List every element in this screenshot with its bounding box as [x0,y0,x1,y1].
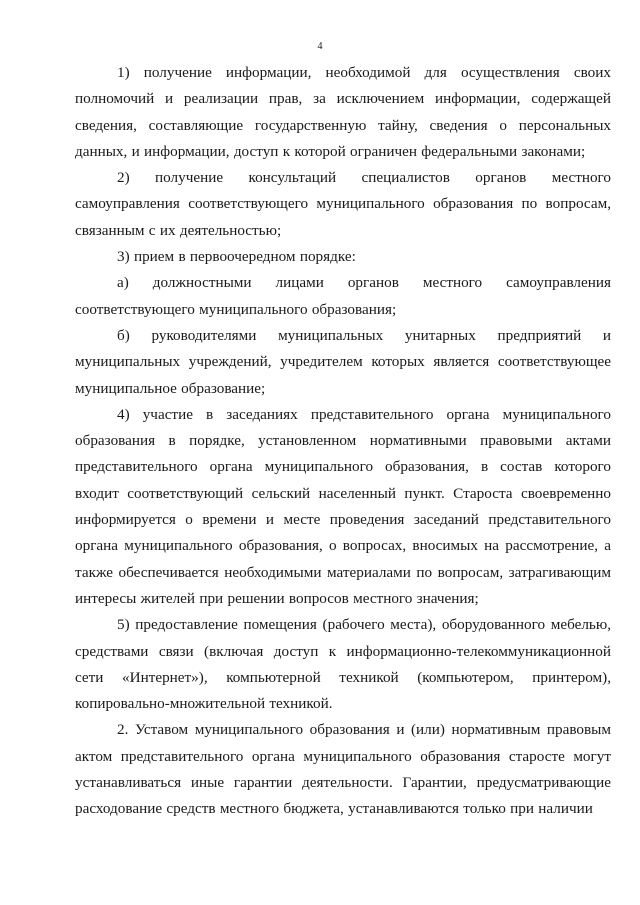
paragraph-item-5: 5) предоставление помещения (рабочего места), оборудованного мебелью, средствами связи (включая доступ к информационно-телекоммуникационной сети «Интернет»), компьютерной техникой (компьютером, принтером), копировально-множительной техникой. [75,616,611,713]
paragraph-item-3: 3) прием в первоочередном порядке: [117,248,356,266]
paragraph-item-2: 2) получение консультаций специалистов органов местного самоуправления соответствующего муниципального образования по вопросам, связанным с их деятельностью; [75,169,611,239]
document-body [75,60,611,823]
paragraph-section-2: 2. Уставом муниципального образования и (или) нормативным правовым актом представительного органа муниципального образования старосте могут устанавливаться иные гарантии деятельности. Гарантии, предусматривающие расходование средств местного бюджета, устанавливаются только при наличии [75,721,611,818]
paragraph-item-3b: б) руководителями муниципальных унитарных предприятий и муниципальных учреждений, учредителем которых является соответствующее муниципальное образование; [75,326,611,397]
paragraph-item-1: 1) получение информации, необходимой для осуществления своих полномочий и реализации прав, за исключением информации, содержащей сведения, составляющие государственную тайну, сведения о персональных данных, и информации, доступ к которой ограничен федеральными законами; [75,64,611,160]
paragraph-item-3a: а) должностными лицами органов местного самоуправления соответствующего муниципального образования; [75,274,611,318]
page-number: 4 [317,41,323,52]
paragraph-item-4: 4) участие в заседаниях представительного органа муниципального образования в порядке, установленном нормативными правовыми актами представительного органа муниципального образования, в состав которого входит соответствующий сельский населенный пункт. Староста своевременно информируется о времени и месте проведения заседаний представительного органа муниципального образования, о вопросах, вносимых на рассмотрение, а также обеспечивается необходимыми материалами по вопросам, затрагивающим интересы жителей при решении вопросов местного значения; [75,405,611,607]
